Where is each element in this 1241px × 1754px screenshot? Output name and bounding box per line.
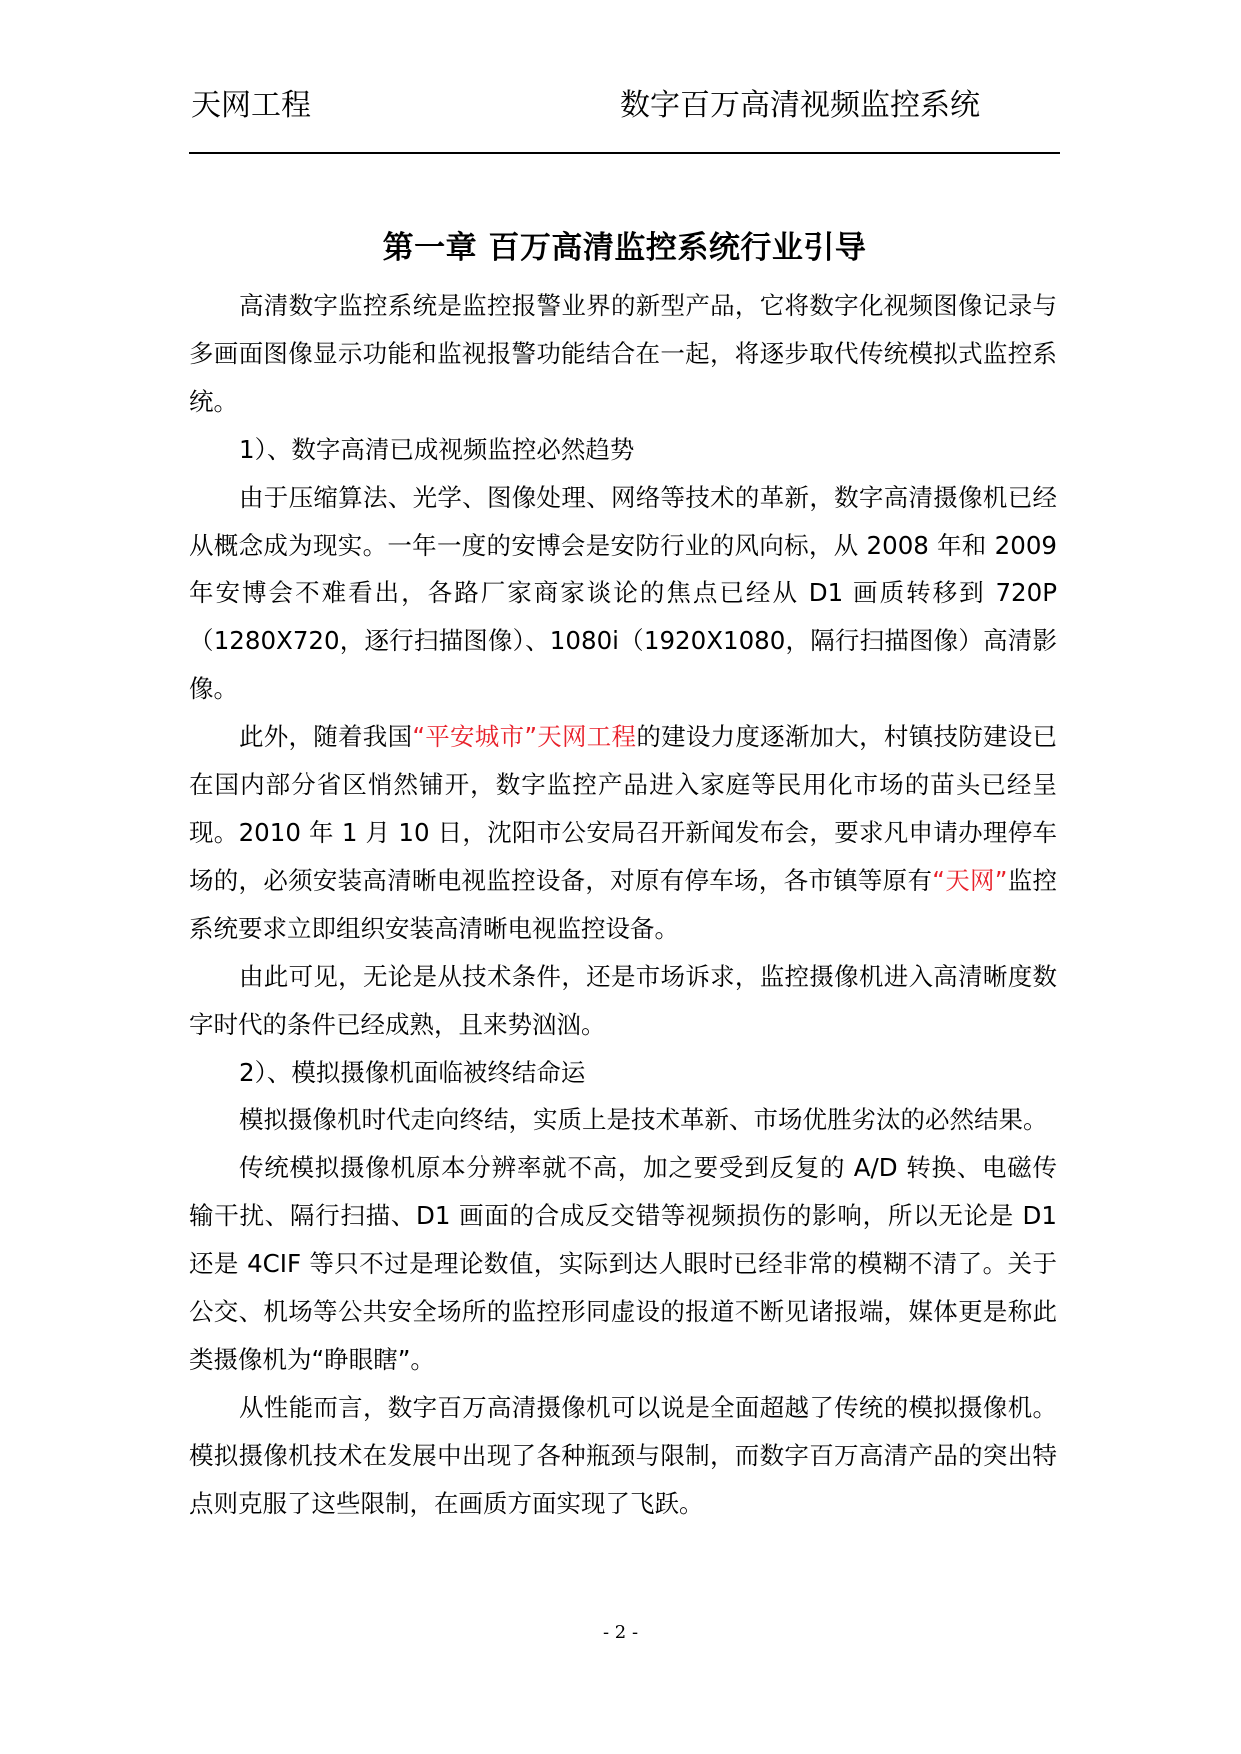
section-heading: 2）、模拟摄像机面临被终结命运 (239, 1057, 586, 1087)
header-left-title: 天网工程 (191, 88, 311, 123)
paragraph: 由此可见，无论是从技术条件，还是市场诉求，监控摄像机进入高清晰度数字时代的条件已经成熟，且来势汹汹。 (189, 961, 1057, 1039)
text-run: 监控系统要求立即组织安装高清晰电视监控设备。 (189, 865, 1058, 943)
body-text (189, 282, 1057, 1528)
highlight-text: “平安城市”天网工程 (412, 722, 637, 752)
paragraph: 从性能而言，数字百万高清摄像机可以说是全面超越了传统的模拟摄像机。模拟摄像机技术在发展中出现了各种瓶颈与限制，而数字百万高清产品的突出特点则克服了这些限制，在画质方面实现了飞跃。 (189, 1392, 1057, 1518)
page-number: - 2 - (602, 1622, 639, 1643)
chapter-title: 第一章 百万高清监控系统行业引导 (382, 230, 867, 266)
text-run: 的建设力度逐渐加大，村镇技防建设已在国内部分省区悄然铺开，数字监控产品进入家庭等民用化市场的苗头已经呈现。2010 年 1 月 10 日，沈阳市公安局召开新闻发布会，要求凡申请办理停车场的，必须安装高清晰电视监控设备，对原有停车场，各市镇等原有 (189, 722, 1058, 895)
paragraph (189, 713, 1057, 953)
header-right-title: 数字百万高清视频监控系统 (620, 88, 980, 123)
section-heading: 1）、数字高清已成视频监控必然趋势 (239, 434, 635, 464)
page-header (189, 86, 1060, 154)
paragraph: 由于压缩算法、光学、图像处理、网络等技术的革新，数字高清摄像机已经从概念成为现实。一年一度的安博会是安防行业的风向标，从 2008 年和 2009 年安博会不难看出，各路厂家商家谈论的焦点已经从 D1 画质转移到 720P（1280X720，逐行扫描图像）、1080i（1920X1080，隔行扫描图像）高清影像。 (189, 482, 1057, 704)
paragraph: 高清数字监控系统是监控报警业界的新型产品，它将数字化视频图像记录与多画面图像显示功能和监视报警功能结合在一起，将逐步取代传统模拟式监控系统。 (189, 291, 1057, 416)
paragraph: 传统模拟摄像机原本分辨率就不高，加之要受到反复的 A/D 转换、电磁传输干扰、隔行扫描、D1 画面的合成反交错等视频损伤的影响，所以无论是 D1 还是 4CIF 等只不过是理论数值，实际到达人眼时已经非常的模糊不清了。关于公交、机场等公共安全场所的监控形同虚设的报道不断见诸报端，媒体更是称此类摄像机为“睁眼瞎”。 (189, 1153, 1057, 1374)
paragraph: 模拟摄像机时代走向终结，实质上是技术革新、市场优胜劣汰的必然结果。 (239, 1105, 1048, 1135)
highlight-text: “天网” (932, 865, 1008, 895)
text-run: 此外，随着我国 (239, 722, 413, 752)
